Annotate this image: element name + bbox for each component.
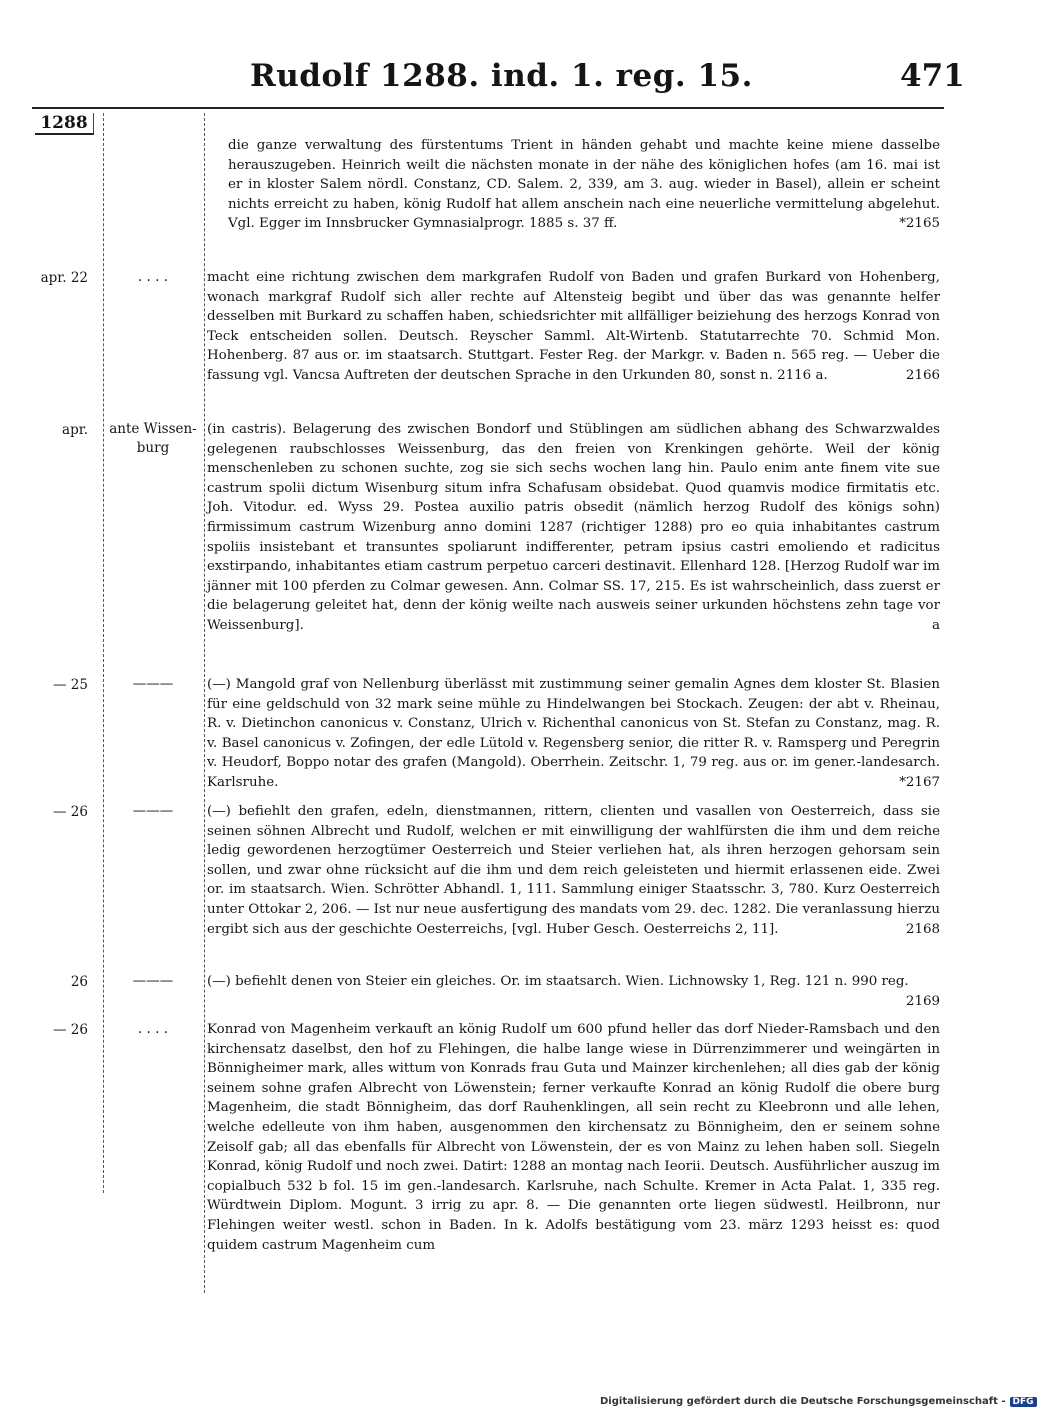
entry-reference-number: *2167 [899,774,940,790]
entry-reference-number: *2165 [899,216,940,232]
entry-text: die ganze verwaltung des fürstentums Trient in händen gehabt und machte keine miene dasselbe herauszugeben. Heinrich weilt die nächsten monate in der nähe des königlichen hofes (am 16. mai ist er in kloster Salem nördl. Constanz, CD. Salem. 2, 339, am 3. aug. wieder in Basel), allein er scheint nichts erreicht zu haben, könig Rudolf hat allem anschein nach eine neuerliche vermittelung abgelehut. Vgl. Egger im Innsbrucker Gymnasialprogr. 1885 s. 37 ff. [228,138,940,232]
year-box: 1288 [35,113,94,135]
entry-place: ——— [132,676,174,692]
entry-place: . . . . [137,1021,169,1037]
entry-date: — 25 [53,677,88,693]
entry-text-block [207,420,940,636]
entry-date: — 26 [53,1022,88,1038]
entry-text-block [207,1020,940,1255]
entry-place: ——— [132,803,174,819]
header-rule [32,107,944,109]
dfg-logo: DFG [1010,1397,1037,1407]
entry-text: Konrad von Magenheim verkauft an könig Rudolf um 600 pfund heller das dorf Nieder-Ramsbach und den kirchensatz daselbst, den hof zu Flehingen, die halbe lange wiese in Dürrenzimmerer und weingärten in Bönnigheimer mark, alles wittum von Konrads frau Guta und Mainzer kirchenlehen; all dies gab der könig seinem sohne grafen Albrecht von Löwenstein; ferner verkaufte Konrad an könig Rudolf die obere burg Magenheim, die stadt Bönnigheim, das dorf Rauhenklingen, all sein recht zu Kleebronn und alle lehen, welche edelleute von ihm haben, ausgenommen den kirchensatz zu Bönnigheim, den er seinem sohne Zeisolf gab; all das ebenfalls für Albrecht von Löwenstein, der es von Mainz zu lehen haben soll. Siegeln Konrad, könig Rudolf und noch zwei. Datirt: 1288 an montag nach Ieorii. Deutsch. Ausführlicher auszug im copialbuch 532 b fol. 15 im gen.-landesarch. Karlsruhe, nach Schulte. Kremer in Acta Palat. 1, 335 reg. Würdtwein Diplom. Mogunt. 3 irrig zu apr. 8. — Die genannten orte liegen südwestl. Heilbronn, nur Flehingen weiter westl. schon in Baden. In k. Adolfs bestätigung vom 23. märz 1293 heisst es: quod quidem castrum Magenheim cum [207,1022,940,1253]
entry-reference-number: 2166 [905,367,940,383]
digitization-credit [600,1396,1037,1407]
entry-place: ——— [132,973,174,989]
entry-text-block [207,268,940,386]
entry-text-block [207,972,940,1011]
entry-date: apr. 22 [40,270,88,286]
entry-text-block [207,675,940,793]
footer-text: Digitalisierung gefördert durch die Deutsche Forschungsgemeinschaft - [600,1396,1006,1407]
entry-text-block [228,136,940,234]
page-header-title: Rudolf 1288. ind. 1. reg. 15. [250,58,753,94]
entry-date: — 26 [53,804,88,820]
entry-place: ante Wissen-burg [109,421,197,456]
entry-text-block [207,802,940,939]
entry-place: . . . . [137,269,169,285]
entry-text: (—) befiehlt den grafen, edeln, dienstmannen, rittern, clienten und vasallen von Oesterreich, dass sie seinen söhnen Albrecht und Rudolf, welchen er mit einwilligung der wahlfürsten die ihm und dem reiche ledig gewordenen herzogtümer Oesterreich und Steier verliehen hat, als ihren herzogen gehorsam sein sollen, und zwar ohne rücksicht auf die ihm und dem reich geleisteten und hiermit erlassenen eide. Zwei or. im staatsarch. Wien. Schrötter Abhandl. 1, 111. Sammlung einiger Staatsschr. 3, 780. Kurz Oesterreich unter Ottokar 2, 206. — Ist nur neue ausfertigung des mandats vom 29. dec. 1282. Die veranlassung hierzu ergibt sich aus der geschichte Oesterreichs, [vgl. Huber Gesch. Oesterreichs 2, 11]. [207,804,940,937]
entry-text: (in castris). Belagerung des zwischen Bondorf und Stüblingen am südlichen abhang des Schwarzwaldes gelegenen raubschlosses Weissenburg, das den freien von Krenkingen gehörte. Weil der könig menschenleben zu schonen suchte, zog sie sich sechs wochen lang hin. Paulo enim ante finem vite sue castrum spolii dictum Wisenburg situm infra Schafusam obsidebat. Quod quamvis modice firmitatis etc. Joh. Vitodur. ed. Wyss 29. Postea auxilio patris obsedit (nämlich herzog Rudolf des königs sohn) firmissimum castrum Wizenburg anno domini 1287 (richtiger 1288) pro eo quia inhabitantes castrum spoliis insistebant et transuntes spoliarunt indifferenter, petram ipsius castri emoliendo et radicitus exstirpando, inhabitantes etiam castrum perpetuo carceri destinavit. Ellenhard 128. [Herzog Rudolf war im jänner mit 100 pferden zu Colmar gewesen. Ann. Colmar SS. 17, 215. Es ist wahrscheinlich, dass zuerst er die belagerung geleitet hat, denn der könig weilte nach ausweis seiner urkunden höchstens zehn tage vor Weissenburg]. [207,422,941,633]
entry-date: 26 [70,974,88,990]
entry-text: macht eine richtung zwischen dem markgrafen Rudolf von Baden und grafen Burkard von Hohenberg, wonach markgraf Rudolf sich aller rechte auf Altensteig begibt und über das was genannte helfer desselben mit Burkard zu schaffen haben, schiedsrichter mit allfälliger beiziehung des herzogs Konrad von Teck entscheiden sollen. Deutsch. Reyscher Samml. Alt-Wirtenb. Statutarrechte 70. Schmid Mon. Hohenberg. 87 aus or. im staatsarch. Stuttgart. Fester Reg. der Markgr. v. Baden n. 565 reg. — Ueber die fassung vgl. Vancsa Auftreten der deutschen Sprache in den Urkunden 80, sonst n. 2116 a. [207,270,940,383]
entry-date: apr. [62,422,88,438]
column-rule-right [204,113,205,1293]
entry-reference-number: 2168 [905,921,940,937]
entry-text: (—) befiehlt denen von Steier ein gleiches. Or. im staatsarch. Wien. Lichnowsky 1, Reg. 121 n. 990 reg. [207,974,909,989]
entry-reference-number: a [932,617,940,633]
entry-text: (—) Mangold graf von Nellenburg überlässt mit zustimmung seiner gemalin Agnes dem kloster St. Blasien für eine geldschuld von 32 mark seine mühle zu Hindelwangen bei Stockach. Zeugen: der abt v. Rheinau, R. v. Dietinchon canonicus v. Constanz, Ulrich v. Richenthal canonicus von St. Stefan zu Constanz, mag. R. v. Basel canonicus v. Zofingen, der edle Lütold v. Regensberg senior, die ritter R. v. Ramsperg und Peregrin v. Heudorf, Boppo notar des grafen (Mangold). Oberrhein. Zeitschr. 1, 79 reg. aus or. im gener.-landesarch. Karlsruhe. [207,677,940,790]
entry-reference-number: 2169 [905,993,940,1009]
page-number: 471 [900,58,965,94]
